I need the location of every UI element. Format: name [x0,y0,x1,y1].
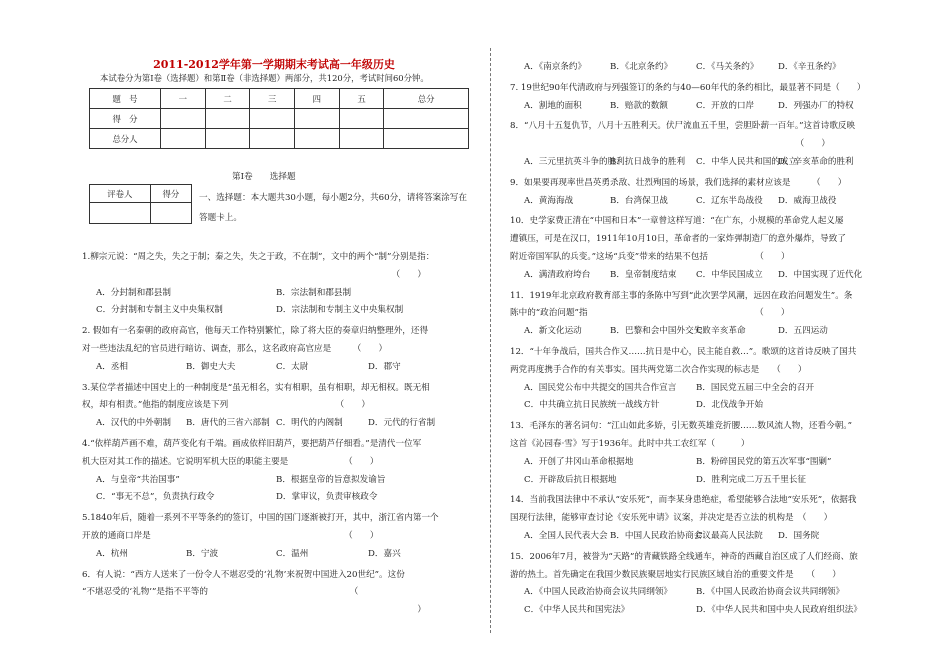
answer-option: C．明代的内阁制 [276,418,343,429]
answer-option: C．开辟敌后抗日根据地 [524,474,617,485]
answer-option: C．最高人民法院 [696,531,763,541]
score-header-cell: 题 号 [90,89,161,109]
answer-option: A．《中国人民政治协商会议共同纲领》 [524,587,673,598]
answer-option: B．中国人民政治协商会议 [610,531,711,541]
question-text: “不堪忍受的‘礼物’”是指不平等的 （ [82,587,359,598]
question-text: 8．“八月十五复仇节，八月十五胜利天。伏尸流血五千里，尝胆卧薪一百年。”这首诗歌反映 [510,121,856,132]
question-text: 机大臣对其工作的描述。它说明军机大臣的职能主要是 （ ） [82,456,379,467]
score-header-cell: 三 [250,89,295,109]
answer-option: C．分封制和专制主义中央集权制 [96,305,223,316]
answer-option: D．国务院 [778,531,820,541]
answer-option: D．胜利完成二万五千里长征 [696,474,807,485]
question-text: 5.1840年后，随着一系列不平等条约的签订，中国的国门逐渐被打开，其中，浙江省内第一个 [82,513,439,524]
answer-option: B．抗日战争的胜利 [610,157,686,167]
answer-option: C．温州 [276,548,309,559]
question-text: 1.柳宗元说：“周之失，失之于制；秦之失，失之于政，不在制”，文中的两个“制”分别是指： [82,252,435,262]
question-text: 2. 假如有一名秦朝的政府高官，他每天工作特别繁忙，除了将大臣的奏章归纳整理外，还得 [82,326,429,337]
answer-option: D．掌审议，负责审核政令 [276,492,378,503]
question-text: 11．1919年北京政府教育部主事的条陈中写到“此次罢学风潮，远因在政治问题发生”。条 [510,290,853,301]
answer-option: B．台湾保卫战 [610,195,668,206]
answer-option: A．汉代的中外朝制 [96,418,171,429]
answer-option: B．宗法制和郡县制 [276,287,352,298]
answer-option: D．五四运动 [778,326,828,337]
grader-box [89,184,192,224]
section-instructions: 一、选择题：本大题共30小题，每小题2分，共60分，请将答案涂写在答题卡上。 [199,193,467,223]
answer-option: B．国民党五届三中全会的召开 [696,382,815,393]
answer-option: C．中华人民共和国的成立 [696,157,798,167]
question-text: 3.某位学者描述中国史上的一种制度是“虽无相名，实有相职，虽有相职，却无相权。既无相 [82,382,430,393]
answer-option: C．“事无不总”，负责执行政令 [96,492,215,503]
score-header-cell: 五 [339,89,384,109]
score-header-row [90,89,469,109]
answer-option: D．《中华人民共和国中央人民政府组织法》 [696,605,862,616]
answer-option: A．三元里抗英斗争的胜利 [524,157,625,167]
question-text: （ ） [795,139,830,150]
question-text: 10．史学家费正清在“中国和日本”一章曾这样写道：“在广东，小规模的革命党人起义屡 [510,216,844,227]
score-label: 得分 [150,185,191,203]
part1-label: 第Ⅰ卷 选择题 [232,172,296,182]
answer-option: A．与皇帝“共治国事” [96,474,180,485]
answer-option: D．列强办厂的特权 [778,100,854,111]
answer-option: A．开创了井冈山革命根据地 [524,456,634,467]
question-text: 陈中的“政治问题”指 （ ） [510,308,790,319]
answer-option: D．辛亥革命的胜利 [778,157,854,167]
answer-option: B．粉碎国民党的第五次军事“围剿” [696,456,832,467]
answer-option: B．巴黎和会中国外交失败 [610,326,711,337]
exam-title: 2011-2012学年第一学期期末考试高一年级历史 [153,58,395,71]
question-text: 权，却有相责。”他指的制度应该是下列 （ ） [82,400,370,411]
question-text: 附近帝国军队的兵变。”这场“兵变”带来的结果不包括 （ ） [510,252,790,262]
answer-option: B．赔款的数额 [610,100,668,111]
score-header-cell: 二 [205,89,250,109]
answer-option: A．黄海海战 [524,195,574,206]
question-text: 开放的通商口岸是 （ ） [82,531,379,541]
question-text: 12．“十年争战后，国共合作又……抗日是中心，民主能自救…”。歌颂的这首诗反映了国共 [510,347,857,357]
question-text: 两党再度携手合作的有关事实。国共两党第二次合作实现的标志是 （ ） [510,364,807,375]
answer-option: D．嘉兴 [368,548,401,559]
answer-option: D．宗法制和专制主义中央集权制 [276,305,404,316]
question-text: 6．有人说：“西方人送来了一份令人不堪忍受的‘礼物’来祝贺中国进入20世纪”。这份 [82,569,405,580]
exam-note: 本试卷分为第Ⅰ卷（选择题）和第Ⅱ卷（非选择题）两部分，共120分，考试时间60分钟。 [100,73,429,83]
question-text: 这首《沁园春·雪》写于1936年。此时中共工农红军（ ） [510,439,750,449]
answer-option: D．元代的行省制 [368,418,436,429]
answer-option: A．分封制和郡县制 [96,287,171,298]
answer-option: D．威海卫战役 [778,195,837,206]
question-text: （ ） [391,269,426,280]
question-text: 对一些违法乱纪的官员进行暗访、调查，那么，这名政府高官应是 （ ） [82,344,388,354]
answer-option: A．满清政府垮台 [524,269,591,280]
answer-option: A．割地的面积 [524,100,582,111]
answer-option: A．新文化运动 [524,326,582,337]
answer-option: C．中共确立抗日民族统一战线方针 [524,400,660,411]
answer-option: A．丞相 [96,361,128,372]
answer-option: C．开放的口岸 [696,100,755,111]
answer-option: B．皇帝制度结束 [610,269,677,280]
score-row [90,109,469,129]
grader-label: 评卷人 [90,185,151,203]
score-header-cell: 四 [295,89,340,109]
answer-option: C．中华民国成立 [696,269,763,280]
answer-option: A．全国人民代表大会 [524,531,608,541]
question-text: ） [417,605,426,616]
score-header-cell: 总分 [384,89,469,109]
answer-option: B．御史大夫 [186,361,236,372]
answer-option: C．辛亥革命 [696,326,746,337]
question-text: 14．当前我国法律中不承认“安乐死”，而李某身患绝症，希望能够合法地“安乐死”，依据我 [510,495,857,506]
answer-option: C．《马关条约》 [696,62,759,72]
question-text: 13．毛泽东的著名词句：“江山如此多娇，引无数英雄竞折腰……数风流人物，还看今朝。” [510,421,852,432]
answer-option: A．《南京条约》 [524,62,587,72]
answer-option: B．《中国人民政治协商会议共同纲领》 [696,587,845,598]
column-divider [490,48,491,633]
answer-option: D．《辛丑条约》 [778,62,841,72]
score-header-cell: 一 [161,89,206,109]
answer-option: D．郡守 [368,361,401,372]
answer-option: D．北伐战争开始 [696,400,764,411]
question-text: 15．2006年7月，被誉为“天路”的青藏铁路全线通车，神奇的西藏自治区成了人们经商、旅 [510,551,858,562]
score-row-label: 总分人 [90,129,161,149]
answer-option: D．中国实现了近代化 [778,269,863,280]
question-text: 游的热土。首先确定在我国少数民族聚居地实行民族区域自治的重要文件是 （ ） [510,569,841,580]
answer-option: C．辽东半岛战役 [696,195,763,206]
answer-option: B．宁波 [186,548,219,559]
answer-option: A．杭州 [96,548,128,559]
answer-option: B．唐代的三省六部制 [186,418,270,429]
score-table [89,88,469,149]
question-text: 遭镇压，可是在汉口，1911年10月10日，革命者的一家炸弹制造厂的意外爆炸，导致了 [510,234,846,245]
question-text: 国现行法律，能够审查讨论《安乐死申请》议案，并决定是否立法的机构是 （ ） [510,513,833,524]
answer-option: B．根据皇帝的旨意拟发谕旨 [276,474,386,485]
question-text: 4.“依样葫芦画不难，葫芦变化有千端。画成依样旧葫芦，要把葫芦仔细看。”是清代一位军 [82,439,422,449]
answer-option: B．《北京条约》 [610,62,673,72]
score-row-label: 得 分 [90,109,161,129]
score-row [90,129,469,149]
answer-option: C．太尉 [276,361,309,372]
question-text: 7. 19世纪90年代清政府与列强签订的条约与40—60年代的条约相比，最显著不同是（ ） [510,82,866,93]
answer-option: A．国民党公布中共提交的国共合作宣言 [524,382,677,393]
answer-option: C．《中华人民共和国宪法》 [524,605,630,616]
question-text: 9．如果要再现率世昌英勇杀敌、壮烈殉国的场景，我们选择的素材应该是 （ ） [510,177,847,188]
